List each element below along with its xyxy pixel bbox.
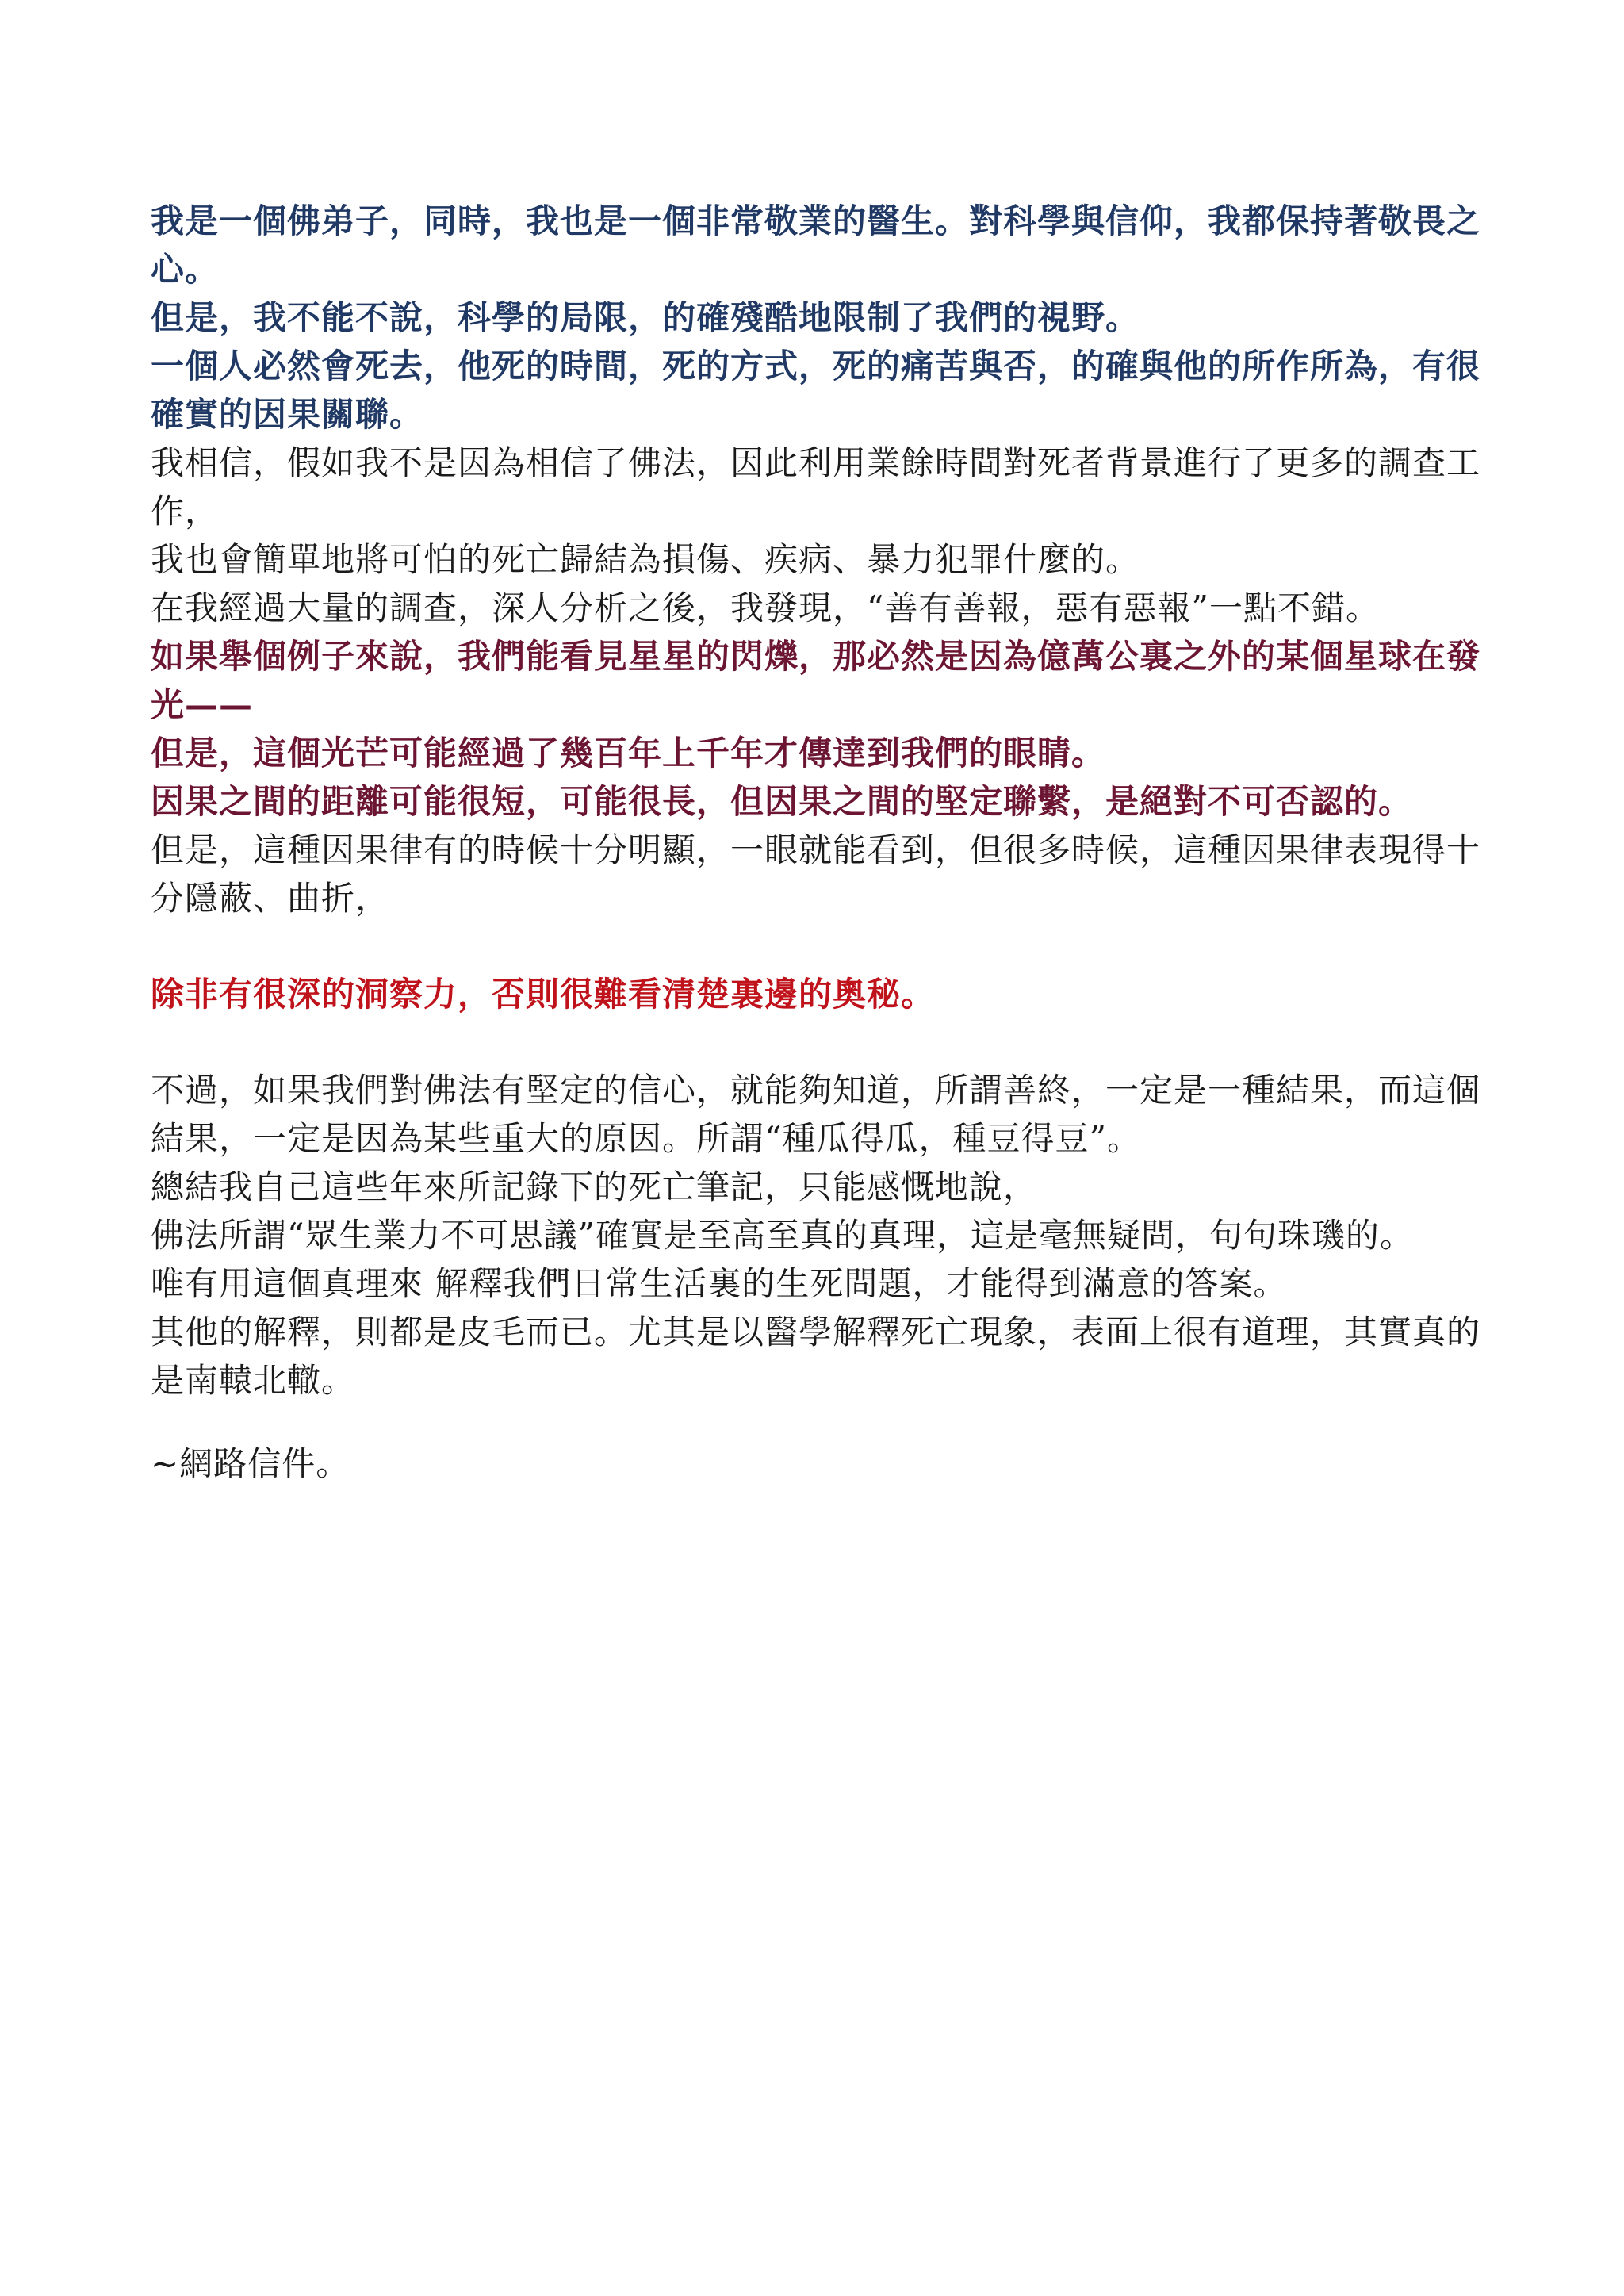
paragraph-15: 唯有用這個真理來 解釋我們日常生活裏的生死問題，才能得到滿意的答案。 (151, 1264, 1288, 1303)
paragraph-13: 總結我自己這些年來所記錄下的死亡筆記，只能感慨地說， (151, 1167, 1038, 1206)
paragraph-8: 但是，這個光芒可能經過了幾百年上千年才傳達到我們的眼睛。 (151, 734, 1106, 772)
signature-line: ~網路信件。 (151, 1444, 350, 1483)
paragraph-9: 因果之間的距離可能很短，可能很長，但因果之間的堅定聯繫，是絕對不可否認的。 (151, 782, 1413, 821)
spacer (151, 1018, 1483, 1066)
paragraph-5: 我也會簡單地將可怕的死亡歸結為損傷、疾病、暴力犯罪什麼的。 (151, 540, 1140, 579)
paragraph-6: 在我經過大量的調查，深人分析之後，我發現，“善有善報，惡有惡報”一點不錯。 (151, 588, 1380, 627)
paragraph-10: 但是，這種因果律有的時候十分明顯，一眼就能看到，但很多時候，這種因果律表現得十分隱蔽、曲折， (151, 830, 1481, 918)
paragraph-14: 佛法所謂“眾生業力不可思議”確實是至高至真的真理，這是毫無疑問，句句珠璣的。 (151, 1216, 1414, 1255)
paragraph-7: 如果舉個例子來說，我們能看見星星的閃爍，那必然是因為億萬公裏之外的某個星球在發光—— (151, 637, 1481, 724)
paragraph-1: 我是一個佛弟子，同時，我也是一個非常敬業的醫生。對科學與信仰，我都保持著敬畏之心。 (151, 201, 1481, 289)
paragraph-11-highlight: 除非有很深的洞察力，否則很難看清楚裏邊的奧秘。 (151, 975, 936, 1014)
paragraph-2: 但是，我不能不說，科學的局限，的確殘酷地限制了我們的視野。 (151, 298, 1140, 337)
paragraph-3: 一個人必然會死去，他死的時間，死的方式，死的痛苦與否，的確與他的所作所為，有很確實的因果關聯。 (151, 347, 1481, 434)
paragraph-12: 不過，如果我們對佛法有堅定的信心，就能夠知道，所謂善終，一定是一種結果，而這個結果，一定是因為某些重大的原因。所謂“種瓜得瓜，種豆得豆”。 (151, 1071, 1481, 1158)
spacer (151, 1405, 1483, 1439)
spacer (151, 922, 1483, 970)
document-body (151, 197, 1483, 1488)
paragraph-4: 我相信，假如我不是因為相信了佛法，因此利用業餘時間對死者背景進行了更多的調查工作， (151, 443, 1481, 531)
paragraph-16: 其他的解釋，則都是皮毛而已。尤其是以醫學解釋死亡現象，表面上很有道理，其實真的是南轅北轍。 (151, 1313, 1481, 1400)
